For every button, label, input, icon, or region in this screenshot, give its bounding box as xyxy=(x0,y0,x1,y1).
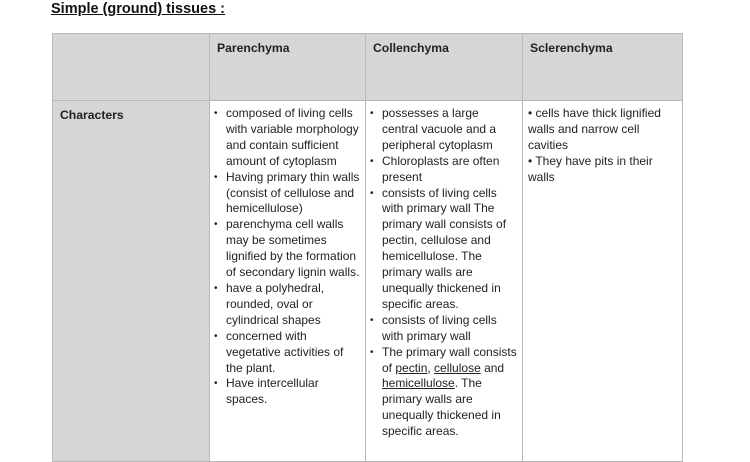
list-item: • consists of living cells with primary wall xyxy=(382,313,518,345)
parenchyma-cell xyxy=(210,101,366,462)
list-item: • Have intercellular spaces. xyxy=(226,376,361,408)
sclerenchyma-text xyxy=(523,101,682,186)
table-row-characters xyxy=(53,101,683,462)
list-item: • have a polyhedral, rounded, oval or cylindrical shapes xyxy=(226,281,361,329)
page-title: Simple (ground) tissues : xyxy=(51,1,226,17)
header-collenchyma: Collenchyma xyxy=(366,34,523,101)
table-header-row xyxy=(53,34,683,101)
pectin-link: pectin, xyxy=(395,360,431,375)
row-label-characters: Characters xyxy=(53,101,210,462)
parenchyma-list xyxy=(210,101,365,408)
sclerenchyma-cell xyxy=(523,101,683,462)
list-item: • cells have thick lignified walls and narrow cell cavities xyxy=(528,106,661,152)
tissues-table xyxy=(52,33,683,462)
list-item: • The primary wall consists of pectin, cellulose and hemicellulose. The primary walls are unequally thickened in specific areas. xyxy=(382,345,518,440)
collenchyma-cell xyxy=(366,101,523,462)
list-item: • parenchyma cell walls may be sometimes lignified by the formation of secondary lignin walls. xyxy=(226,217,361,281)
list-item: • possesses a large central vacuole and a peripheral cytoplasm xyxy=(382,106,518,154)
list-item: • They have pits in their walls xyxy=(528,153,653,184)
header-parenchyma: Parenchyma xyxy=(210,34,366,101)
header-sclerenchyma: Sclerenchyma xyxy=(523,34,683,101)
list-item: • composed of living cells with variable morphology and contain sufficient amount of cytoplasm xyxy=(226,106,361,170)
hemicellulose-link: hemicellulose xyxy=(382,376,455,391)
header-blank-cell xyxy=(53,34,210,101)
list-item: • Chloroplasts are often present xyxy=(382,154,518,186)
collenchyma-list xyxy=(366,101,522,440)
cellulose-link: cellulose xyxy=(434,360,481,375)
list-item: • consists of living cells with primary wall The primary wall consists of pectin, cellulose and hemicellulose. The primary walls are unequally thickened in specific areas. xyxy=(382,186,518,313)
list-item: • concerned with vegetative activities of the plant. xyxy=(226,329,361,377)
list-item: • Having primary thin walls (consist of cellulose and hemicellulose) xyxy=(226,170,361,218)
